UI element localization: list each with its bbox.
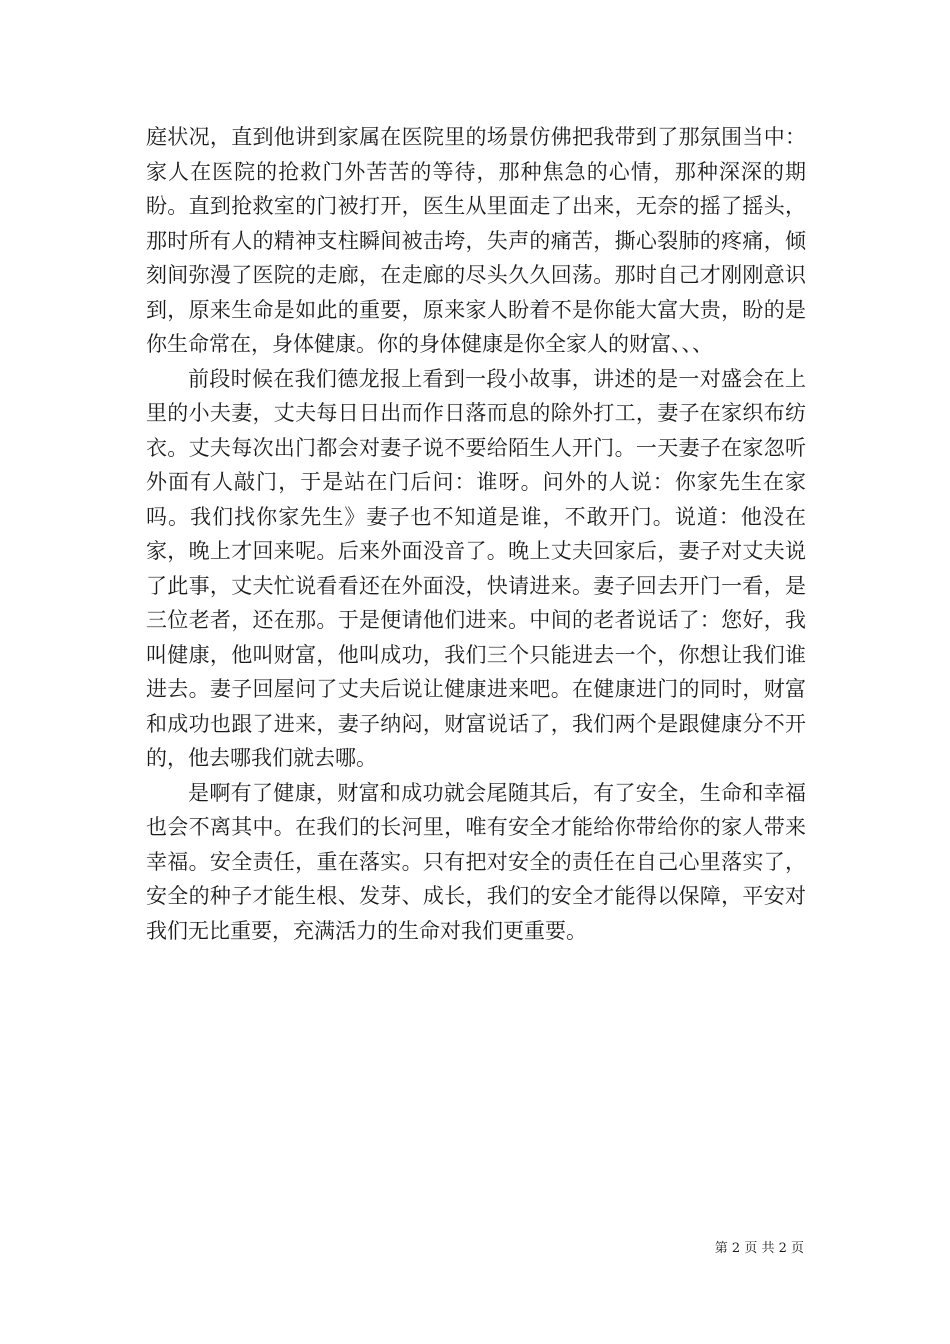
paragraph-2: 前段时候在我们德龙报上看到一段小故事，讲述的是一对盛会在上里的小夫妻，丈夫每日日出而作日落而息的除外打工，妻子在家织布纺衣。丈夫每次出门都会对妻子说不要给陌生人开门。一天妻子在家忽听外面有人敲门，于是站在门后问：谁呀。问外的人说：你家先生在家吗。我们找你家先生》妻子也不知道是谁，不敢开门。说道：他没在家，晚上才回来呢。后来外面没音了。晚上丈夫回家后，妻子对丈夫说了此事，丈夫忙说看看还在外面没，快请进来。妻子回去开门一看，是三位老者，还在那。于是便请他们进来。中间的老者说话了：您好，我叫健康，他叫财富，他叫成功，我们三个只能进去一个，你想让我们谁进去。妻子回屋问了丈夫后说让健康进来吧。在健康进门的同时，财富和成功也跟了进来，妻子纳闷，财富说话了，我们两个是跟健康分不开的，他去哪我们就去哪。 — [146, 366, 806, 770]
paragraph-1: 庭状况，直到他讲到家属在医院里的场景仿佛把我带到了那氛围当中：家人在医院的抢救门外苦苦的等待，那种焦急的心情，那种深深的期盼。直到抢救室的门被打开，医生从里面走了出来，无奈的摇了摇头，那时所有人的精神支柱瞬间被击垮，失声的痛苦，撕心裂肺的疼痛，倾刻间弥漫了医院的走廊，在走廊的尽头久久回荡。那时自己才刚刚意识到，原来生命是如此的重要，原来家人盼着不是你能大富大贵，盼的是你生命常在，身体健康。你的身体健康是你全家人的财富、、、 — [146, 125, 806, 356]
paragraph-3: 是啊有了健康，财富和成功就会尾随其后，有了安全，生命和幸福也会不离其中。在我们的长河里，唯有安全才能给你带给你的家人带来幸福。安全责任，重在落实。只有把对安全的责任在自己心里落实了，安全的种子才能生根、发芽、成长，我们的安全才能得以保障，平安对我们无比重要，充满活力的生命对我们更重要。 — [146, 780, 806, 943]
body-text — [146, 120, 806, 948]
page-number-footer: 第 2 页 共 2 页 — [714, 1241, 804, 1256]
